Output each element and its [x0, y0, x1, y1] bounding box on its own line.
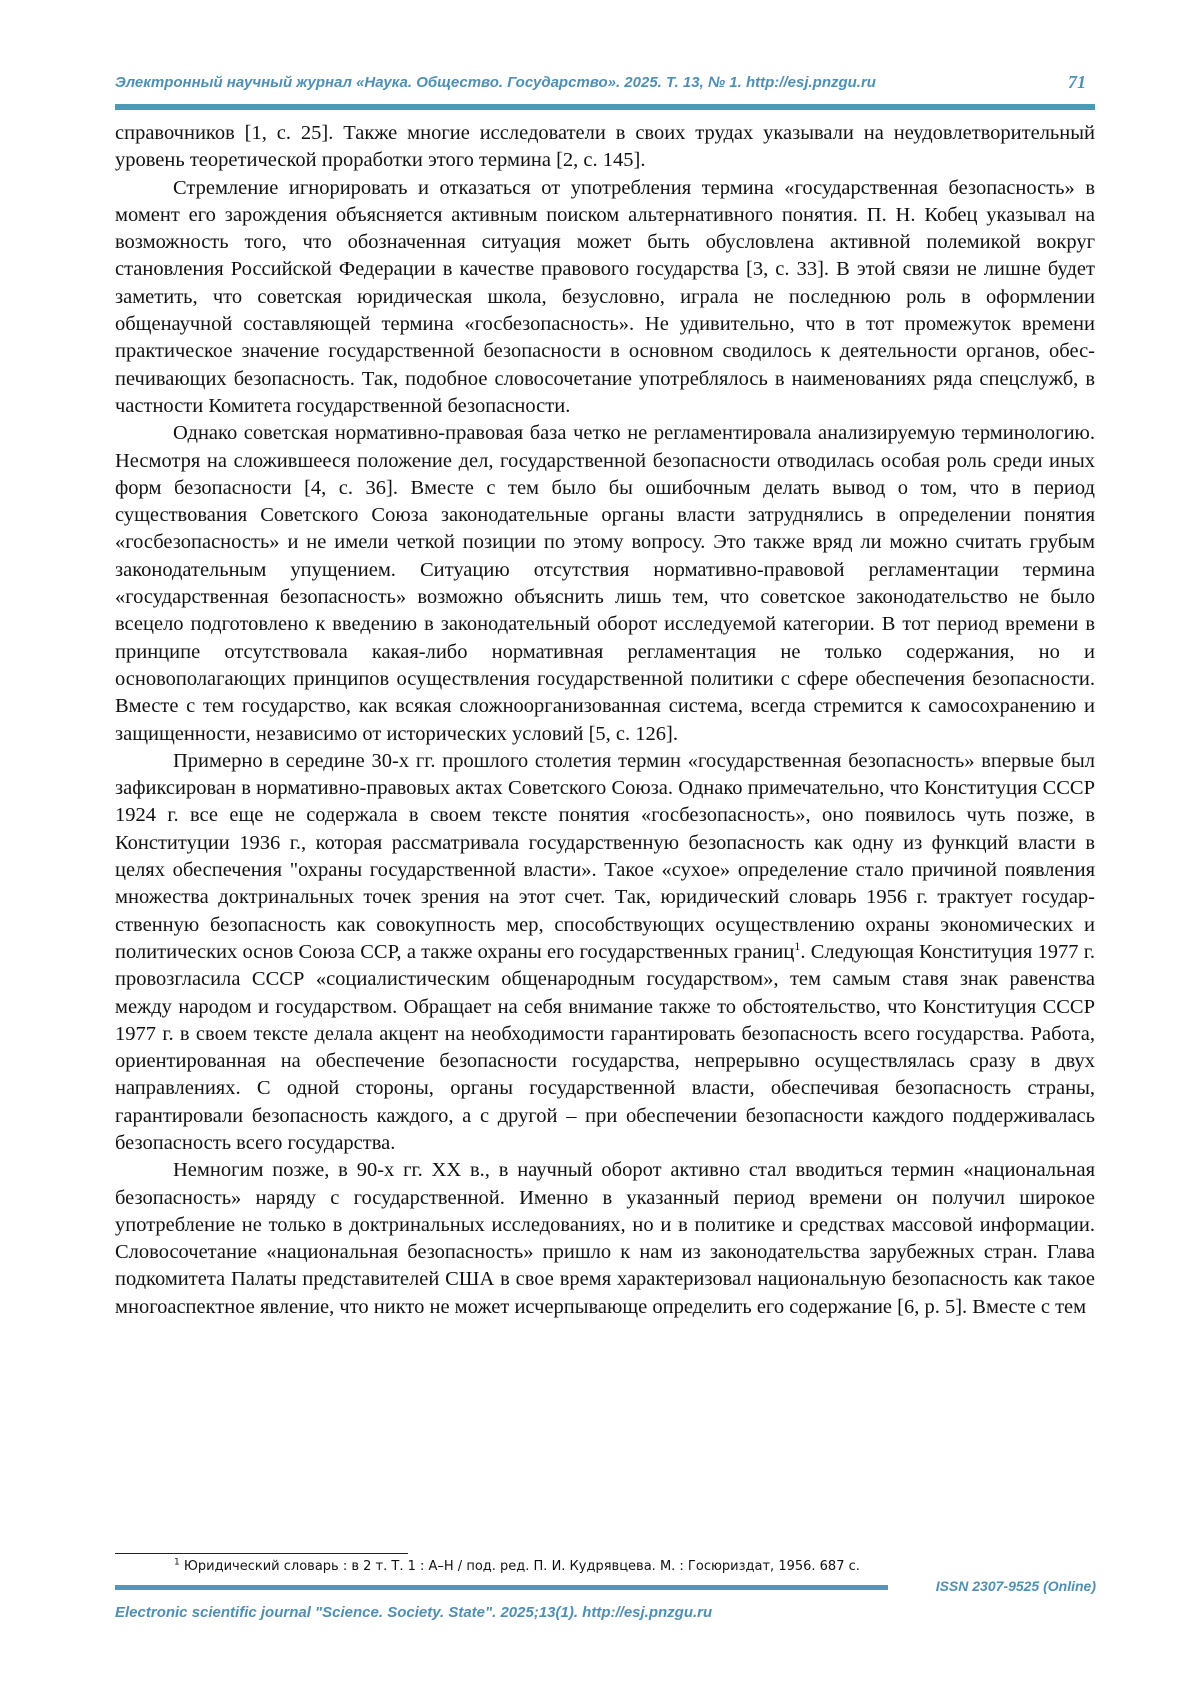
- paragraph-2: Стремление игнорировать и отказаться от употребления термина «государственная безопасность» в момент его зарождения объясняется активным поиском альтернативного понятия. П. Н. Кобец указывал на возможность того, что обозначенная ситуация может быть обусловлена активной полемикой вокруг становления Российской Федерации в качестве правового государства [3, с. 33]. В этой связи не лишне будет заметить, что советская юридическая школа, безусловно, играла не последнюю роль в оформлении общенаучной составляющей термина «госбезопасность». Не удивительно, что в тот промежуток времени практическое значение государственной безопасности в основном сводилось к деятельности органов, обеспечивающих безопасность. Так, подобное словосочетание употреблялось в наименованиях ряда спецслужб, в частности Комитета государственной безопасности.: [115, 176, 1095, 417]
- footnote-number: 1: [174, 1557, 180, 1568]
- footnote-reference[interactable]: 1: [794, 939, 801, 954]
- footnote: [174, 1559, 1074, 1574]
- running-header: Электронный научный журнал «Наука. Общество. Государство». 2025. Т. 13, № 1. http://esj.pnzgu.ru: [115, 74, 876, 91]
- footnote-text: Юридический словарь : в 2 т. Т. 1 : А–Н / под. ред. П. И. Кудрявцева. М. : Госюриздат, 1956. 687 с.: [183, 1559, 860, 1574]
- paragraph-5: Немногим позже, в 90-х гг. XX в., в научный оборот активно стал вводиться термин «национальная безопасность» наряду с государственной. Именно в указанный период времени он получил широкое употребление не только в доктринальных исследованиях, но и в политике и средствах массовой информации. Словосочетание «национальная безопасность» пришло к нам из законодательства зарубежных стран. Глава подкомитета Палаты представителей США в свое время характеризовал национальную безопасность как такое многоаспектное явление, что никто не может исчерпывающе определить его содержание [6, p. 5]. Вместе с тем: [115, 1159, 1095, 1318]
- header-rule: [115, 104, 1095, 110]
- paragraph-4-part-1: Примерно в середине 30-х гг. прошлого столетия термин «государственная безопасность» впервые был зафиксирован в нормативно-правовых актах Советского Союза. Однако примечательно, что Конституция СССР 1924 г. все еще не содержала в своем тексте понятия «госбезопасность», оно появилось чуть позже, в Конституции 1936 г., которая рассматривала государственную безопасность как одну из функций власти в целях обеспечения "охраны государственной власти». Такое «сухое» определение стало причиной появления множества доктринальных точек зрения на этот счет. Так, юридический словарь 1956 г. трактует государственную безопасность как совокупность мер, способствующих осуществлению охраны экономических и политических основ Союза ССР, а также охраны его государственных границ: [115, 749, 1095, 963]
- page-number: 71: [1068, 72, 1086, 92]
- footnote-separator: [115, 1553, 408, 1554]
- paragraph-1: справочников [1, с. 25]. Также многие исследователи в своих трудах указывали на неудовлетворительный уровень теоретической проработки этого термина [2, с. 145].: [115, 122, 1095, 172]
- running-footer: Electronic scientific journal "Science. Society. State". 2025;13(1). http://esj.pnzgu.ru: [115, 1604, 713, 1621]
- footer-rule: [115, 1585, 888, 1590]
- paragraph-4: [115, 748, 1095, 1157]
- issn-label: ISSN 2307-9525 (Online): [935, 1578, 1096, 1594]
- article-body: [115, 120, 1095, 1321]
- paragraph-4-part-2: . Следующая Конституция 1977 г. провозгласила СССР «социалистическим общенародным государством», тем самым ставя знак равенства между народом и государством. Обращает на себя внимание также то обстоятельство, что Конституция СССР 1977 г. в своем тексте делала акцент на необходимости гарантировать безопасность всего государства. Работа, ориентированная на обеспечение безопасности государства, непрерывно осуществлялась сразу в двух направлениях. С одной стороны, органы государственной власти, обеспечивая безопасность страны, гарантировали безопасность каждого, а с другой – при обеспечении безопасности каждого поддерживалась безопасность всего государства.: [115, 940, 1096, 1154]
- paragraph-3: Однако советская нормативно-правовая база четко не регламентировала анализируемую терминологию. Несмотря на сложившееся положение дел, государственной безопасности отводилась особая роль среди иных форм безопасности [4, с. 36]. Вместе с тем было бы ошибочным делать вывод о том, что в период существования Советского Союза законодательные органы власти затруднялись в определении понятия «госбезопасность» и не имели четкой позиции по этому вопросу. Это также вряд ли можно считать грубым законодательным упущением. Ситуацию отсутствия нормативно-правовой регламентации термина «государственная безопасность» возможно объяснить лишь тем, что советское законодательство не было всецело подготовлено к введению в законодательный оборот исследуемой категории. В тот период времени в принципе отсутствовала какая-либо нормативная регламентация не только содержания, но и основополагающих принципов осуществления государственной политики с сфере обеспечения безопасности. Вместе с тем государство, как всякая сложноорганизованная система, всегда стремится к самосохранению и защищенности, независимо от исторических условий [5, с. 126].: [115, 422, 1095, 745]
